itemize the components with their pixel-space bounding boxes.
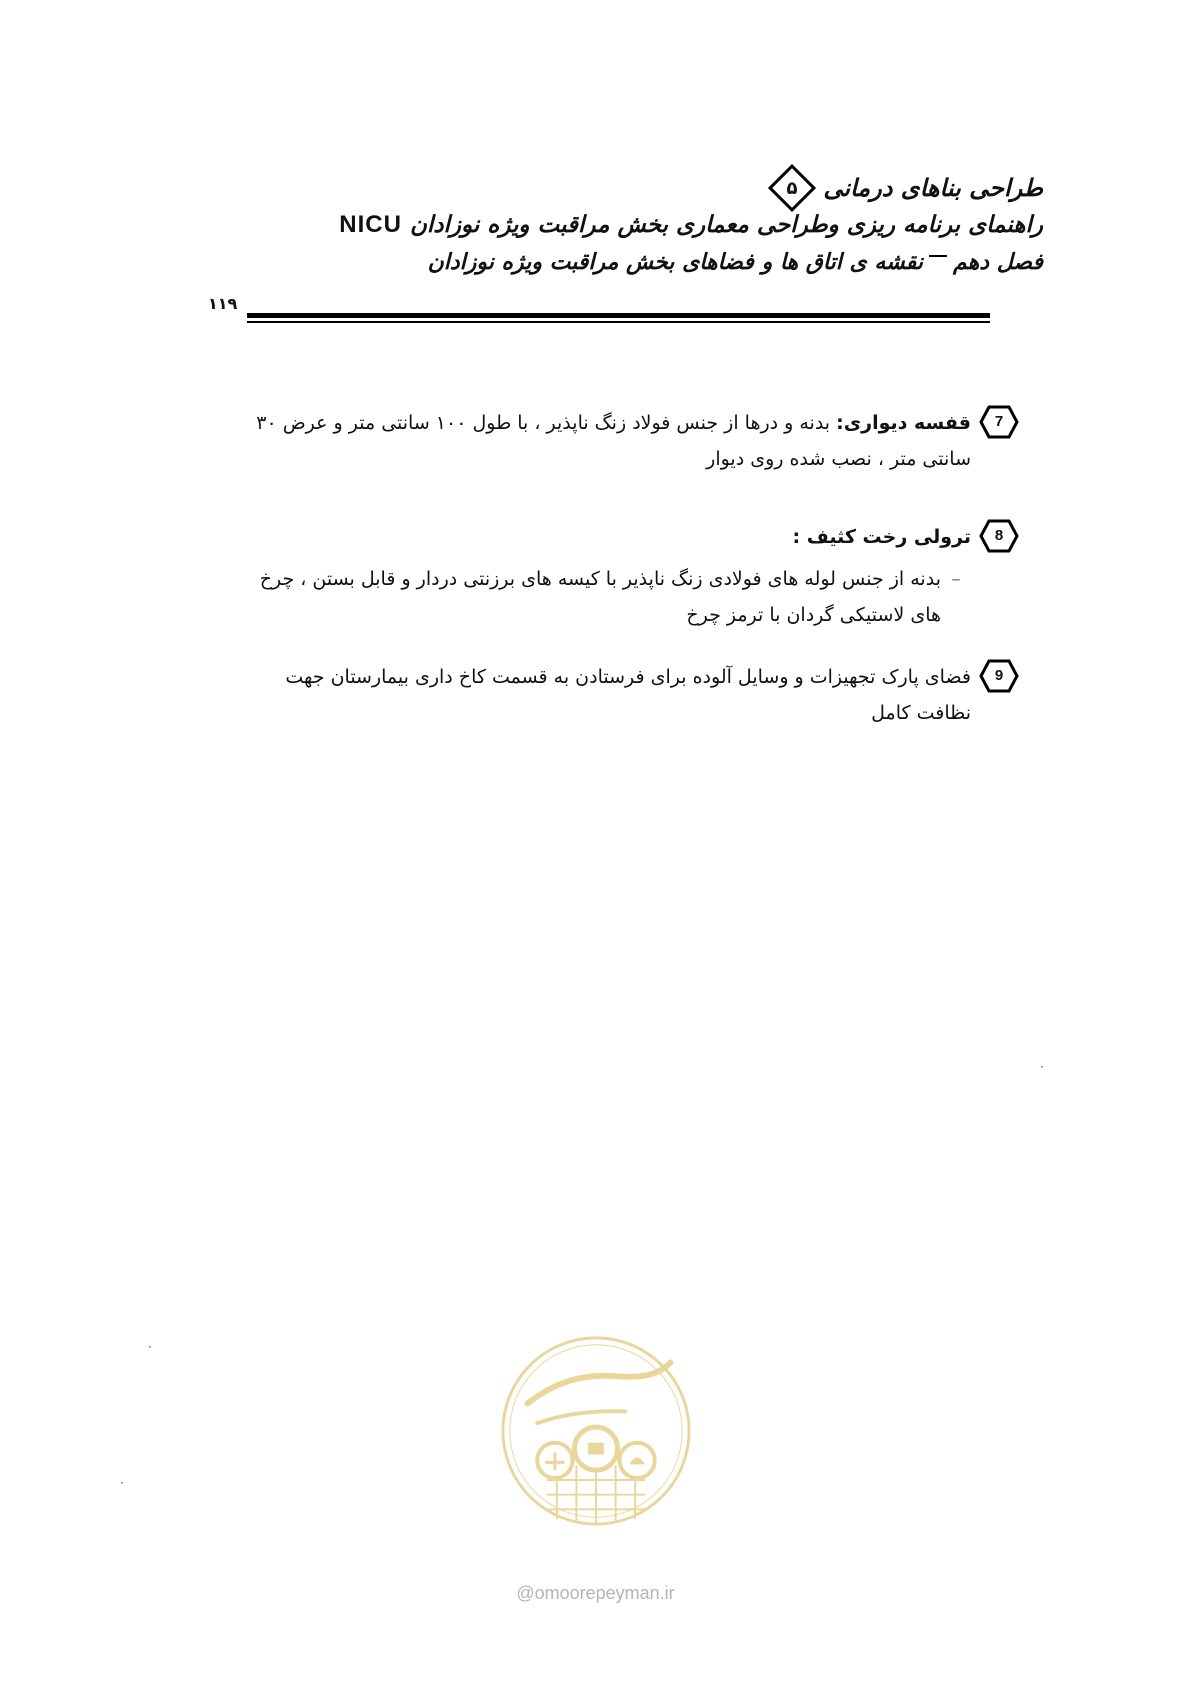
book-title: راهنمای برنامه ریزی وطراحی معماری بخش مراقبت ویژه نوزادان (409, 212, 1043, 238)
series-title-line (143, 170, 1043, 206)
bullet-text: بدنه از جنس لوله های فولادی زنگ ناپذیر با کیسه های برزنتی دردار و قابل بستن ، چرخ های لاستیکی گردان با ترمز چرخ (259, 568, 941, 626)
bullet-row (251, 561, 971, 633)
list-item (251, 659, 1004, 731)
watermark-url: @omoorepeyman.ir (516, 1583, 675, 1603)
item-text: بدنه و درها از جنس فولاد زنگ ناپذیر ، با طول ۱۰۰ سانتی متر و عرض ۳۰ سانتی متر ، نصب شده روی دیوار (256, 412, 971, 470)
list-item (251, 519, 1004, 633)
chapter-dash (929, 255, 947, 257)
hexagon-number-marker (979, 519, 1019, 553)
item-number: 9 (994, 667, 1004, 684)
book-title-line (143, 206, 1043, 244)
page-header (143, 170, 1043, 280)
scan-speck: · (120, 1476, 124, 1490)
item-number: 8 (994, 527, 1004, 544)
scan-speck: · (1040, 1060, 1044, 1074)
chapter-line (143, 244, 1043, 280)
chapter-title: نقشه ی اتاق ها و فضاهای بخش مراقبت ویژه نوزادان (427, 249, 924, 275)
hexagon-number-marker (979, 405, 1019, 439)
watermark-logo (498, 1333, 694, 1529)
header-rule-thin (247, 321, 990, 323)
bullet-dash: – (951, 568, 961, 590)
hexagon-number-marker (979, 659, 1019, 693)
item-term: ترولی رخت کثیف : (792, 526, 971, 548)
header-rule-thick (247, 313, 990, 318)
item-text: فضای پارک تجهیزات و وسایل آلوده برای فرستادن به قسمت کاخ داری بیمارستان جهت نظافت کامل (285, 666, 971, 724)
scan-speck: · (148, 1340, 152, 1354)
item-term: قفسه دیواری: (836, 412, 971, 434)
book-title-latin: NICU (339, 211, 402, 238)
chapter-label: فصل دهم (953, 249, 1043, 275)
list-item (251, 405, 1004, 477)
page-number: ۱۱۹ (208, 294, 238, 313)
item-number: 7 (994, 413, 1004, 430)
series-title: طراحی بناهای درمانی (823, 174, 1043, 202)
series-number: ۵ (786, 177, 798, 199)
series-number-diamond (768, 164, 816, 212)
